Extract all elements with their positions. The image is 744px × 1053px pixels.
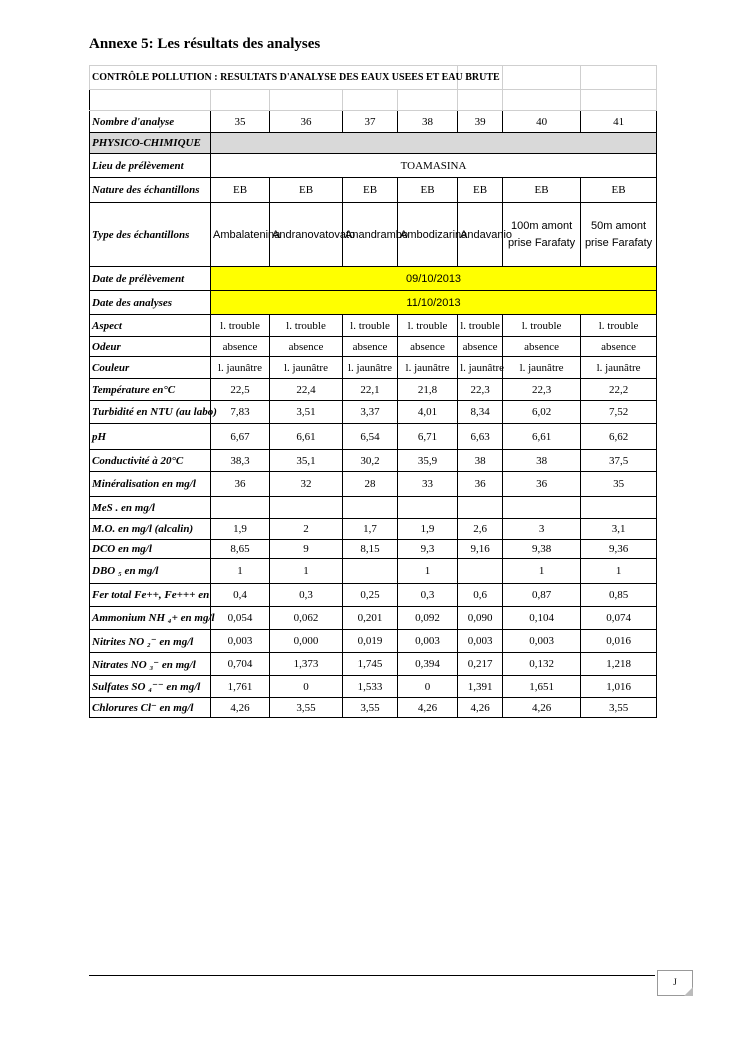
table-cell: l. jaunâtre <box>343 357 398 379</box>
table-cell: 0,201 <box>343 607 398 630</box>
table-cell: 8,15 <box>343 540 398 559</box>
table-cell: 22,5 <box>211 379 270 401</box>
table-cell: 0,3 <box>398 584 458 607</box>
table-cell: l. trouble <box>458 315 503 337</box>
sample-type-row <box>90 203 657 267</box>
table-cell: 1,373 <box>270 653 343 676</box>
section-shading <box>211 133 657 154</box>
row-label: pH <box>90 424 211 450</box>
table-title-row <box>90 66 657 90</box>
table-cell: 1 <box>503 559 581 584</box>
table-cell: 30,2 <box>343 450 398 472</box>
row-label: Date des analyses <box>90 291 211 315</box>
table-cell: absence <box>270 337 343 357</box>
table-cell: 0,104 <box>503 607 581 630</box>
table-cell: 9 <box>270 540 343 559</box>
table-cell: 1 <box>398 559 458 584</box>
table-cell: 41 <box>581 111 657 133</box>
row-label: Odeur <box>90 337 211 357</box>
blank-row <box>90 90 657 111</box>
table-cell: 0,003 <box>503 630 581 653</box>
table-row <box>90 424 657 450</box>
row-label: Ammonium NH ₄+ en mg/l <box>90 607 211 630</box>
table-cell: 9,36 <box>581 540 657 559</box>
table-cell: 6,67 <box>211 424 270 450</box>
table-row <box>90 450 657 472</box>
table-cell: 0,054 <box>211 607 270 630</box>
row-label: Lieu de prélèvement <box>90 154 211 178</box>
table-cell: 22,3 <box>503 379 581 401</box>
table-cell: absence <box>503 337 581 357</box>
table-cell <box>343 497 398 519</box>
table-cell: 0,217 <box>458 653 503 676</box>
table-cell: absence <box>211 337 270 357</box>
row-label: Sulfates SO ₄⁻⁻ en mg/l <box>90 676 211 698</box>
table-cell: 0,25 <box>343 584 398 607</box>
table-row <box>90 676 657 698</box>
row-label: Type des échantillons <box>90 203 211 267</box>
table-cell: 37,5 <box>581 450 657 472</box>
table-cell: absence <box>581 337 657 357</box>
table-cell: EB <box>581 178 657 203</box>
page-number: J <box>657 970 693 996</box>
table-cell: 7,83 <box>211 401 270 424</box>
table-cell: 2,6 <box>458 519 503 540</box>
table-cell <box>458 497 503 519</box>
table-cell: 0,090 <box>458 607 503 630</box>
table-cell: EB <box>458 178 503 203</box>
table-cell: 3,37 <box>343 401 398 424</box>
table-row <box>90 379 657 401</box>
table-cell: 0 <box>398 676 458 698</box>
table-cell: 35 <box>211 111 270 133</box>
row-label: Nature des échantillons <box>90 178 211 203</box>
table-cell: 0 <box>270 676 343 698</box>
table-cell: 35,9 <box>398 450 458 472</box>
table-row <box>90 337 657 357</box>
row-label: Aspect <box>90 315 211 337</box>
table-cell: 36 <box>503 472 581 497</box>
table-cell: 9,3 <box>398 540 458 559</box>
table-cell <box>343 559 398 584</box>
table-cell: 0,87 <box>503 584 581 607</box>
table-cell: 38 <box>398 111 458 133</box>
table-cell <box>503 497 581 519</box>
row-label: Nitrites NO ₂⁻ en mg/l <box>90 630 211 653</box>
table-cell: 33 <box>398 472 458 497</box>
table-cell: 4,26 <box>458 698 503 718</box>
table-cell: 4,26 <box>503 698 581 718</box>
footer-divider <box>89 975 655 976</box>
table-row <box>90 472 657 497</box>
table-cell: 1,745 <box>343 653 398 676</box>
table-cell: 0,092 <box>398 607 458 630</box>
table-cell: EB <box>343 178 398 203</box>
table-cell: 1,761 <box>211 676 270 698</box>
table-cell: 36 <box>458 472 503 497</box>
table-cell: 1,651 <box>503 676 581 698</box>
row-label: Fer total Fe++, Fe+++ en <box>90 584 211 607</box>
table-row <box>90 357 657 379</box>
table-cell: 0,132 <box>503 653 581 676</box>
table-cell: 0,000 <box>270 630 343 653</box>
analysis-results-table <box>89 65 657 718</box>
table-cell: l. jaunâtre <box>270 357 343 379</box>
table-cell <box>398 497 458 519</box>
table-cell: l. trouble <box>503 315 581 337</box>
row-label: Nombre d'analyse <box>90 111 211 133</box>
row-label: Chlorures Cl⁻ en mg/l <box>90 698 211 718</box>
table-cell: 1,218 <box>581 653 657 676</box>
location-row <box>90 154 657 178</box>
table-cell: l. jaunâtre <box>581 357 657 379</box>
table-cell: EB <box>503 178 581 203</box>
table-cell: 3,51 <box>270 401 343 424</box>
section-row <box>90 133 657 154</box>
table-row <box>90 519 657 540</box>
row-label: M.O. en mg/l (alcalin) <box>90 519 211 540</box>
table-cell: 1,9 <box>398 519 458 540</box>
location-value: TOAMASINA <box>211 154 657 178</box>
table-cell: 3,1 <box>581 519 657 540</box>
sample-type-cell: 100m amont prise Farafaty <box>503 203 581 267</box>
sample-nature-row <box>90 178 657 203</box>
row-label: Conductivité à 20°C <box>90 450 211 472</box>
table-cell: l. jaunâtre <box>458 357 503 379</box>
table-cell: l. trouble <box>211 315 270 337</box>
sample-type-cell: Ambalatenina <box>211 203 270 267</box>
table-cell: 6,71 <box>398 424 458 450</box>
table-title: CONTRÔLE POLLUTION : RESULTATS D'ANALYSE DES EAUX USEES ET EAU BRUTE <box>90 66 458 90</box>
table-cell: l. jaunâtre <box>503 357 581 379</box>
table-cell: 7,52 <box>581 401 657 424</box>
sample-type-cell: Andavanio <box>458 203 503 267</box>
table-row <box>90 584 657 607</box>
table-cell: 39 <box>458 111 503 133</box>
section-label: PHYSICO-CHIMIQUE <box>90 133 211 154</box>
table-row <box>90 497 657 519</box>
row-label: DBO ₅ en mg/l <box>90 559 211 584</box>
table-cell: 22,1 <box>343 379 398 401</box>
table-cell: 38 <box>503 450 581 472</box>
table-cell: 8,34 <box>458 401 503 424</box>
sample-type-cell: Ambodizarina <box>398 203 458 267</box>
table-cell: 2 <box>270 519 343 540</box>
table-row <box>90 698 657 718</box>
table-cell: 0,062 <box>270 607 343 630</box>
table-cell: 8,65 <box>211 540 270 559</box>
table-cell: 36 <box>211 472 270 497</box>
table-cell: 4,26 <box>211 698 270 718</box>
table-cell: 37 <box>343 111 398 133</box>
table-cell: 28 <box>343 472 398 497</box>
row-label: Température en°C <box>90 379 211 401</box>
table-cell: 36 <box>270 111 343 133</box>
table-cell: 0,074 <box>581 607 657 630</box>
table-row <box>90 653 657 676</box>
sample-type-cell: Andranovatovato <box>270 203 343 267</box>
table-cell: 9,38 <box>503 540 581 559</box>
table-cell: 6,61 <box>503 424 581 450</box>
table-cell: absence <box>398 337 458 357</box>
table-cell: 1 <box>211 559 270 584</box>
table-row <box>90 559 657 584</box>
row-label: DCO en mg/l <box>90 540 211 559</box>
table-cell: 22,3 <box>458 379 503 401</box>
table-cell: 6,54 <box>343 424 398 450</box>
table-cell: 1,7 <box>343 519 398 540</box>
table-cell: 6,61 <box>270 424 343 450</box>
table-cell: 35,1 <box>270 450 343 472</box>
analysis-date-row <box>90 291 657 315</box>
table-cell: 3 <box>503 519 581 540</box>
table-cell: 38 <box>458 450 503 472</box>
table-cell: EB <box>211 178 270 203</box>
table-cell: 0,003 <box>211 630 270 653</box>
table-cell: 21,8 <box>398 379 458 401</box>
table-row <box>90 630 657 653</box>
table-cell: 1 <box>581 559 657 584</box>
row-label: Minéralisation en mg/l <box>90 472 211 497</box>
table-cell: 22,2 <box>581 379 657 401</box>
table-cell: 32 <box>270 472 343 497</box>
table-cell: absence <box>458 337 503 357</box>
row-label: Nitrates NO ₃⁻ en mg/l <box>90 653 211 676</box>
row-label: Date de prélèvement <box>90 267 211 291</box>
table-cell: 3,55 <box>343 698 398 718</box>
table-row <box>90 540 657 559</box>
sample-type-cell: Anandrambo <box>343 203 398 267</box>
table-cell <box>458 559 503 584</box>
table-cell: 1,391 <box>458 676 503 698</box>
table-cell <box>270 497 343 519</box>
analysis-number-row <box>90 111 657 133</box>
table-cell: 0,6 <box>458 584 503 607</box>
table-cell: 6,62 <box>581 424 657 450</box>
sampling-date-value: 09/10/2013 <box>211 267 657 291</box>
table-cell: 0,019 <box>343 630 398 653</box>
table-cell: 0,4 <box>211 584 270 607</box>
table-cell: 1,533 <box>343 676 398 698</box>
table-cell: EB <box>398 178 458 203</box>
table-row <box>90 607 657 630</box>
table-cell: 3,55 <box>270 698 343 718</box>
table-cell: 0,704 <box>211 653 270 676</box>
page-heading: Annexe 5: Les résultats des analyses <box>89 36 321 52</box>
row-label: Couleur <box>90 357 211 379</box>
table-cell: 1,9 <box>211 519 270 540</box>
table-cell: 0,003 <box>458 630 503 653</box>
table-cell: 3,55 <box>581 698 657 718</box>
table-cell: l. trouble <box>398 315 458 337</box>
table-cell: 0,85 <box>581 584 657 607</box>
table-cell: 35 <box>581 472 657 497</box>
sampling-date-row <box>90 267 657 291</box>
analysis-date-value: 11/10/2013 <box>211 291 657 315</box>
table-row <box>90 315 657 337</box>
table-cell: 0,3 <box>270 584 343 607</box>
table-cell: 1 <box>270 559 343 584</box>
table-cell: 40 <box>503 111 581 133</box>
table-cell: 6,63 <box>458 424 503 450</box>
table-cell: 4,01 <box>398 401 458 424</box>
sample-type-cell: 50m amont prise Farafaty <box>581 203 657 267</box>
table-cell: 0,016 <box>581 630 657 653</box>
table-cell: l. trouble <box>270 315 343 337</box>
table-cell: l. trouble <box>343 315 398 337</box>
table-cell: l. trouble <box>581 315 657 337</box>
table-cell: 0,003 <box>398 630 458 653</box>
table-cell: 0,394 <box>398 653 458 676</box>
table-cell: 9,16 <box>458 540 503 559</box>
table-cell: EB <box>270 178 343 203</box>
table-cell: l. jaunâtre <box>211 357 270 379</box>
table-cell: 38,3 <box>211 450 270 472</box>
row-label: Turbidité en NTU (au labo) <box>90 401 211 424</box>
table-cell: 1,016 <box>581 676 657 698</box>
table-cell: absence <box>343 337 398 357</box>
table-cell: 4,26 <box>398 698 458 718</box>
table-cell: 6,02 <box>503 401 581 424</box>
table-cell: l. jaunâtre <box>398 357 458 379</box>
row-label: MeS . en mg/l <box>90 497 211 519</box>
table-cell <box>581 497 657 519</box>
table-cell <box>211 497 270 519</box>
table-cell: 22,4 <box>270 379 343 401</box>
table-row <box>90 401 657 424</box>
